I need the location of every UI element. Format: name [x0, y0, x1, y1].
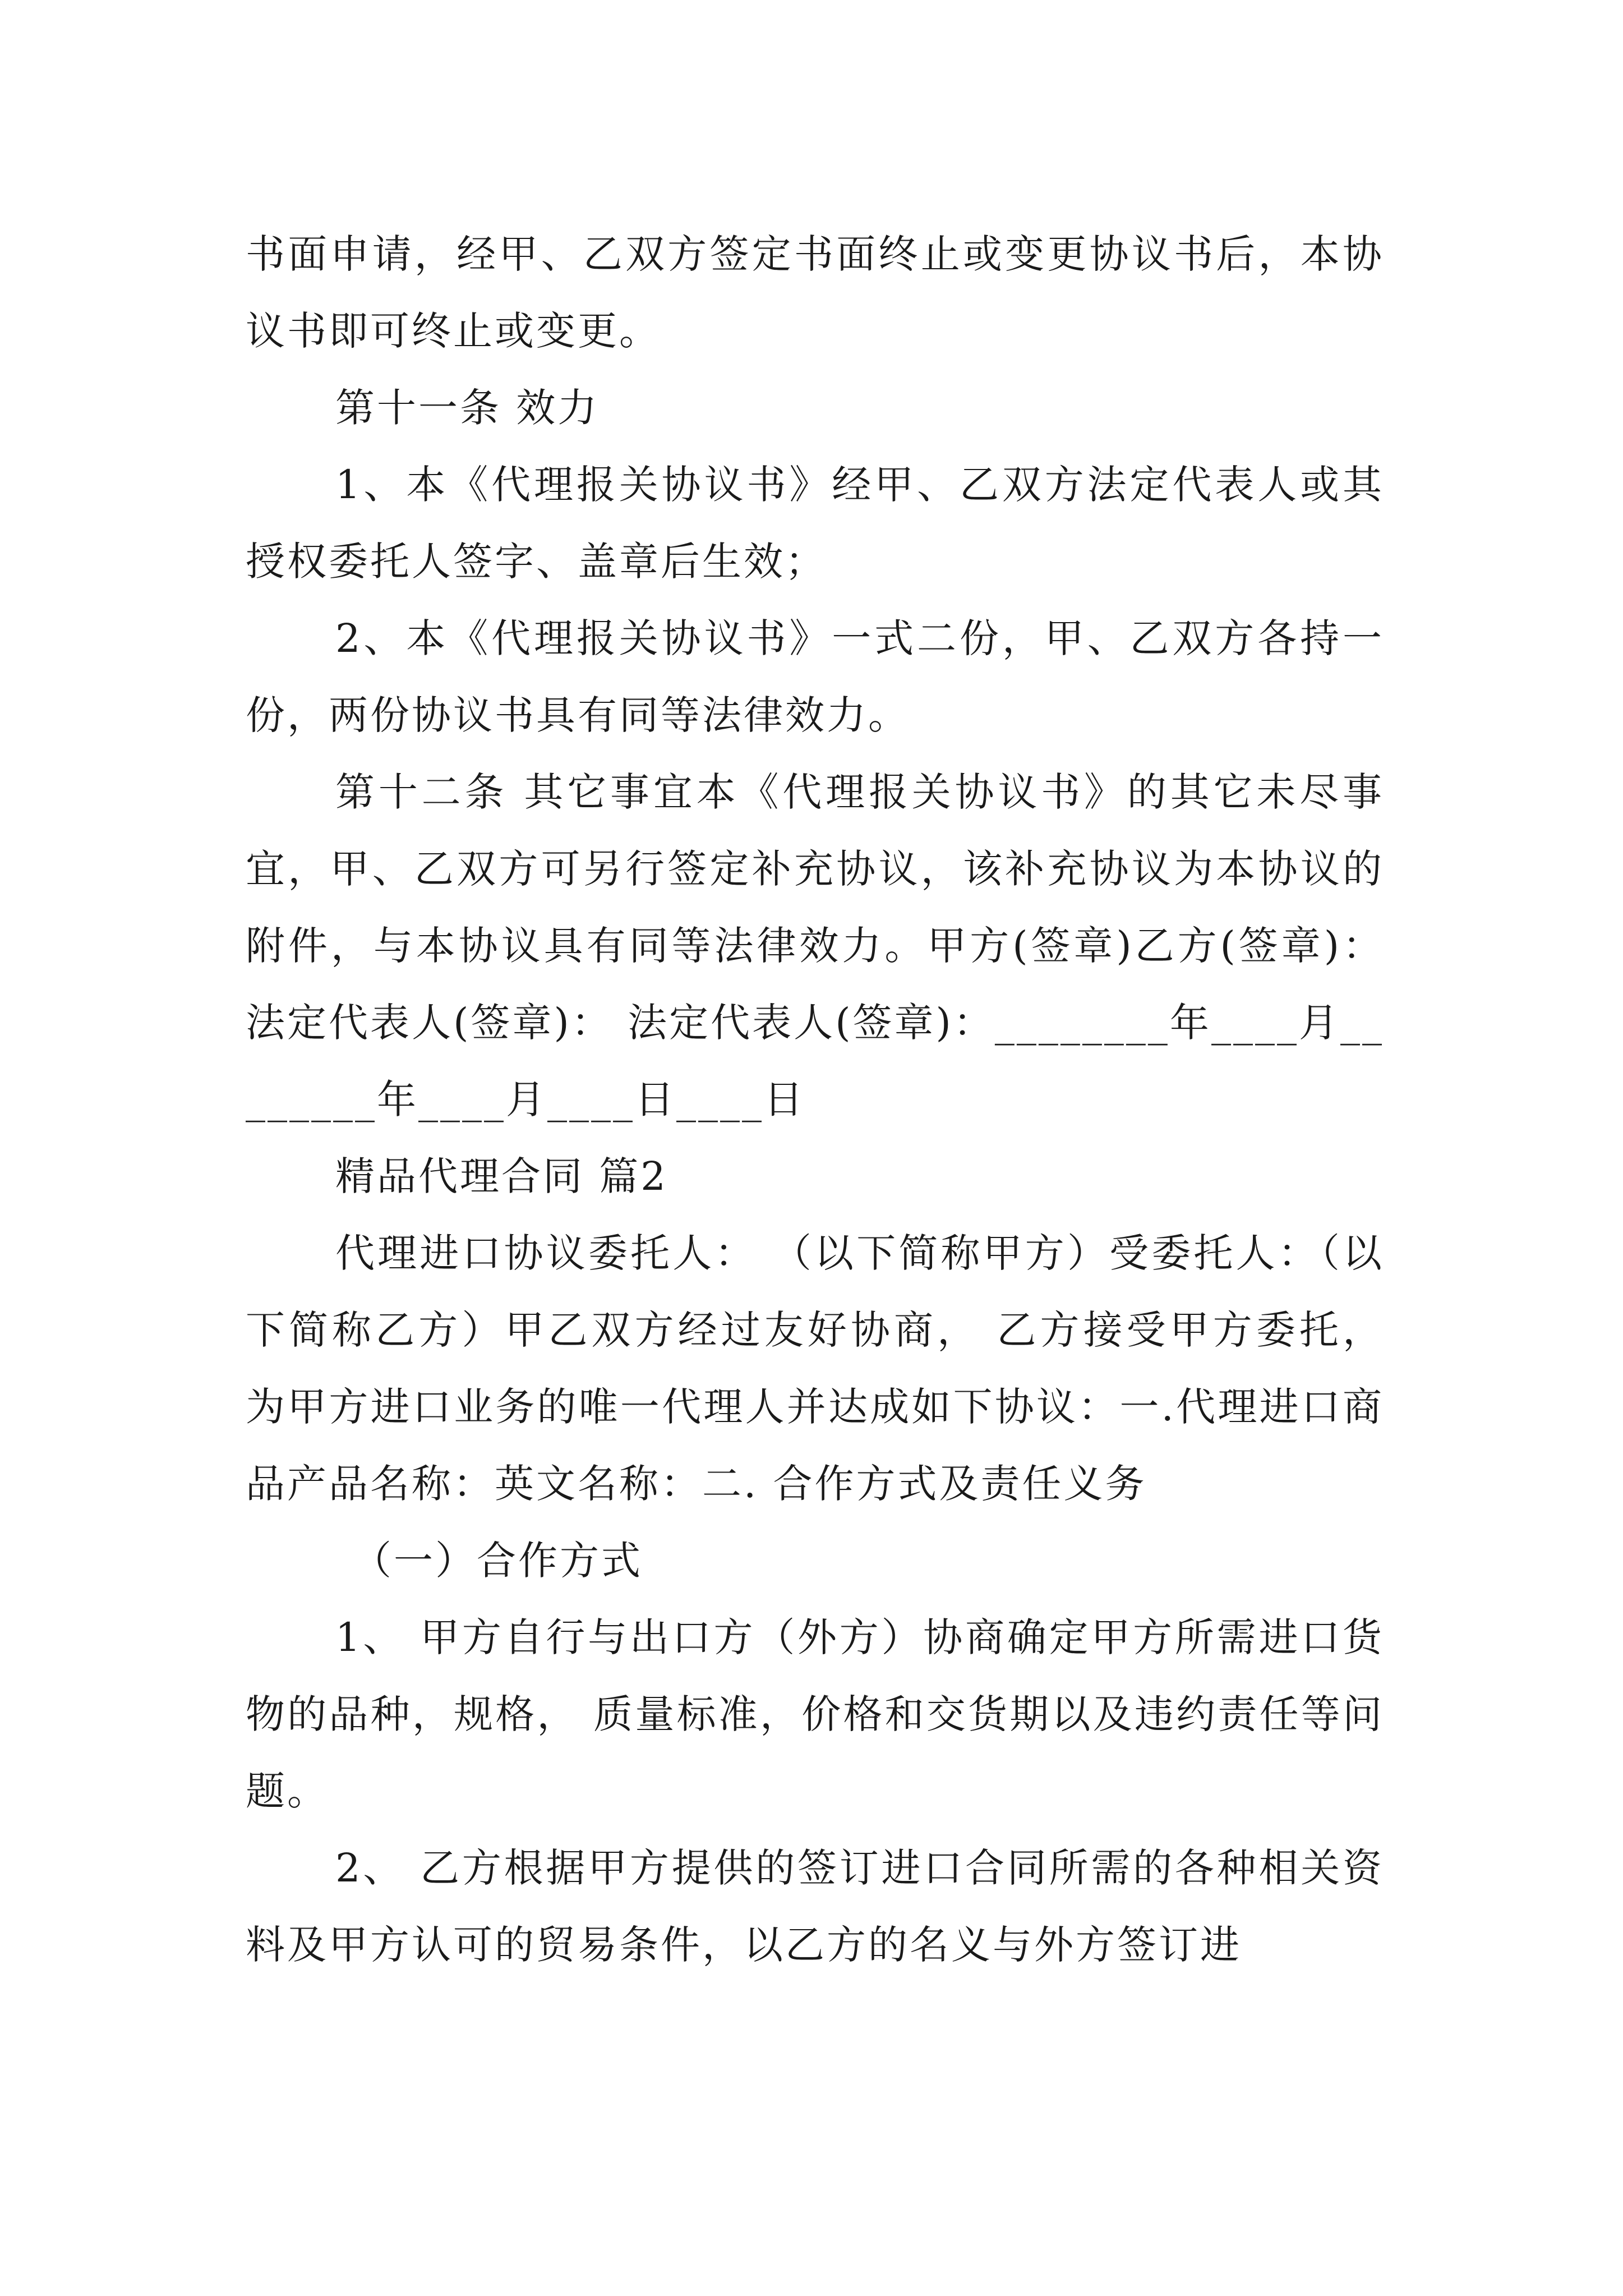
import-agency-intro: 代理进口协议委托人： （以下简称甲方）受委托人：（以下简称乙方）甲乙双方经过友好协商， 乙方接受甲方委托， 为甲方进口业务的唯一代理人并达成如下协议：一.代理进口商品产品名称：英文名称：二. 合作方式及责任义务 [246, 1230, 1384, 1507]
section-heading-part-2: 精品代理合同 篇2 [335, 1153, 668, 1199]
article-12-other-matters: 第十二条 其它事宜本《代理报关协议书》的其它未尽事宜，甲、乙双方可另行签定补充协议，该补充协议为本协议的附件，与本协议具有同等法律效力。甲方(签章)乙方(签章)：法定代表人(签章)： 法定代表人(签章)：________年____月________年____月____日____日 [246, 769, 1384, 1122]
article-11-clause-2: 2、本《代理报关协议书》一式二份，甲、乙双方各持一份，两份协议书具有同等法律效力。 [246, 615, 1384, 738]
document-body [246, 216, 1384, 1984]
article-11-heading: 第十一条 效力 [335, 385, 600, 431]
article-11-clause-1: 1、本《代理报关协议书》经甲、乙双方法定代表人或其授权委托人签字、盖章后生效； [246, 462, 1384, 585]
cooperation-clause-1: 1、 甲方自行与出口方（外方）协商确定甲方所需进口货物的品种，规格， 质量标准，价格和交货期以及违约责任等问题。 [246, 1614, 1384, 1814]
cooperation-clause-2: 2、 乙方根据甲方提供的签订进口合同所需的各种相关资料及甲方认可的贸易条件，以乙方的名义与外方签订进 [246, 1845, 1384, 1968]
cooperation-method-heading: （一）合作方式 [352, 1538, 643, 1584]
paragraph-termination-continued: 书面申请，经甲、乙双方签定书面终止或变更协议书后，本协议书即可终止或变更。 [246, 231, 1384, 354]
